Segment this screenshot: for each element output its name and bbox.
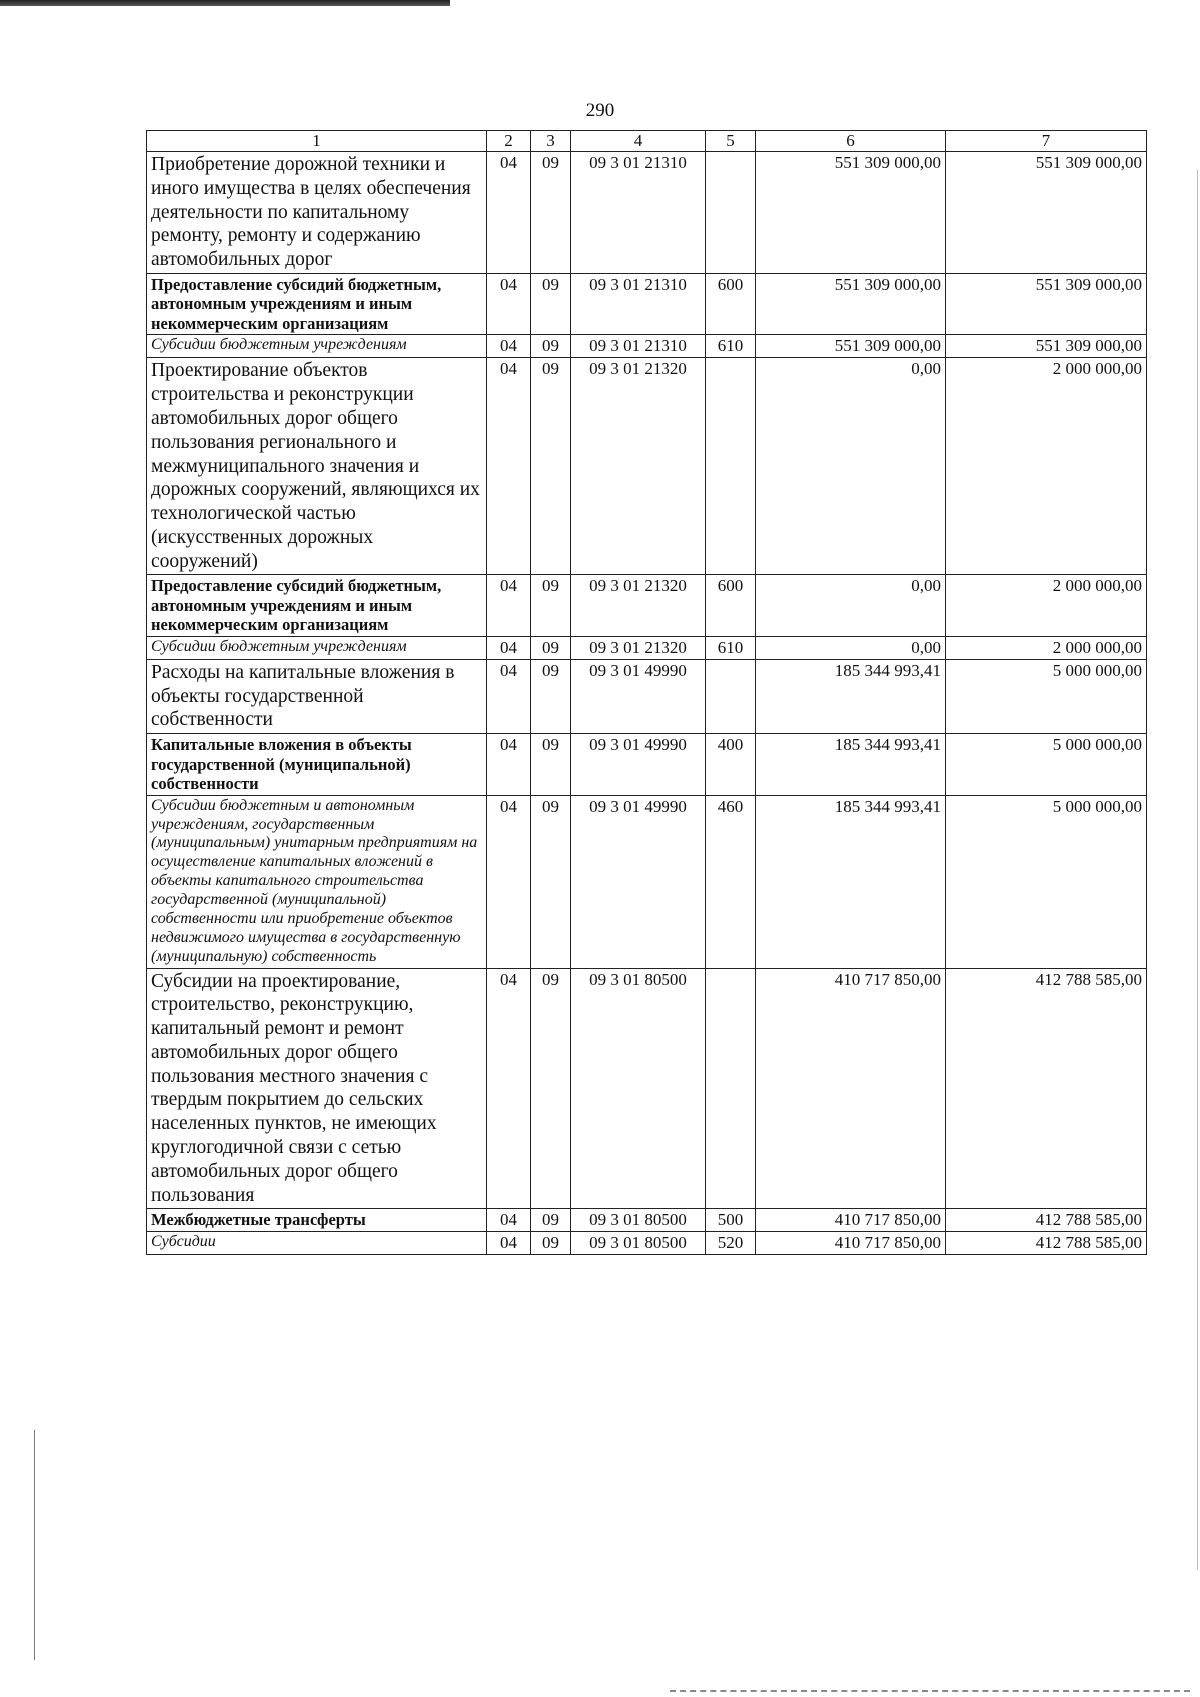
section-code: 04 (487, 659, 531, 733)
section-code: 04 (487, 1232, 531, 1255)
expense-type-code (706, 358, 756, 575)
header-col-3: 3 (531, 131, 571, 152)
subsection-code: 09 (531, 659, 571, 733)
expense-name: Расходы на капитальные вложения в объекты государственной собственности (147, 659, 487, 733)
table-body (147, 152, 1147, 1255)
expense-type-code (706, 152, 756, 274)
section-code: 04 (487, 575, 531, 636)
expense-type-code: 610 (706, 335, 756, 358)
amount-col-6: 410 717 850,00 (756, 1232, 946, 1255)
section-code: 04 (487, 795, 531, 968)
expense-name: Приобретение дорожной техники и иного имущества в целях обеспечения деятельности по капитальному ремонту, ремонту и содержанию автомобильных дорог (147, 152, 487, 274)
subsection-code: 09 (531, 734, 571, 795)
amount-col-7: 2 000 000,00 (946, 636, 1147, 659)
table-row (147, 575, 1147, 636)
amount-col-6: 551 309 000,00 (756, 273, 946, 334)
expense-type-code: 610 (706, 636, 756, 659)
target-article-code: 09 3 01 21320 (571, 358, 706, 575)
expense-name: Субсидии бюджетным учреждениям (147, 335, 487, 358)
target-article-code: 09 3 01 21320 (571, 575, 706, 636)
target-article-code: 09 3 01 21320 (571, 636, 706, 659)
table-row (147, 734, 1147, 795)
scan-edge-top (0, 0, 450, 6)
expense-name: Капитальные вложения в объекты государственной (муниципальной) собственности (147, 734, 487, 795)
subsection-code: 09 (531, 335, 571, 358)
target-article-code: 09 3 01 49990 (571, 659, 706, 733)
expense-type-code (706, 659, 756, 733)
subsection-code: 09 (531, 968, 571, 1209)
subsection-code: 09 (531, 795, 571, 968)
table-row (147, 636, 1147, 659)
table-row (147, 1232, 1147, 1255)
table-row (147, 968, 1147, 1209)
scan-edge-left (34, 1430, 35, 1660)
section-code: 04 (487, 273, 531, 334)
expense-name: Субсидии бюджетным учреждениям (147, 636, 487, 659)
table-row (147, 152, 1147, 274)
subsection-code: 09 (531, 152, 571, 274)
subsection-code: 09 (531, 273, 571, 334)
expense-type-code: 520 (706, 1232, 756, 1255)
target-article-code: 09 3 01 80500 (571, 968, 706, 1209)
expense-name: Проектирование объектов строительства и реконструкции автомобильных дорог общего пользования регионального и межмуниципального значения и дорожных сооружений, являющихся их технологической частью (искусственных дорожных сооружений) (147, 358, 487, 575)
table-row (147, 659, 1147, 733)
table-header (147, 131, 1147, 152)
table-row (147, 1209, 1147, 1232)
subsection-code: 09 (531, 575, 571, 636)
amount-col-6: 410 717 850,00 (756, 1209, 946, 1232)
target-article-code: 09 3 01 80500 (571, 1209, 706, 1232)
expense-name: Субсидии на проектирование, строительство, реконструкцию, капитальный ремонт и ремонт автомобильных дорог общего пользования местного значения с твердым покрытием до сельских населенных пунктов, не имеющих круглогодичной связи с сетью автомобильных дорог общего пользования (147, 968, 487, 1209)
amount-col-6: 0,00 (756, 636, 946, 659)
table-row (147, 273, 1147, 334)
section-code: 04 (487, 358, 531, 575)
section-code: 04 (487, 636, 531, 659)
amount-col-6: 185 344 993,41 (756, 795, 946, 968)
amount-col-7: 5 000 000,00 (946, 795, 1147, 968)
subsection-code: 09 (531, 1209, 571, 1232)
section-code: 04 (487, 1209, 531, 1232)
amount-col-7: 412 788 585,00 (946, 1232, 1147, 1255)
amount-col-7: 2 000 000,00 (946, 358, 1147, 575)
expense-name: Субсидии бюджетным и автономным учреждениям, государственным (муниципальным) унитарным предприятиям на осуществление капитальных вложений в объекты капитального строительства государственной (муниципальной) собственности или приобретение объектов недвижимого имущества в государственную (муниципальную) собственность (147, 795, 487, 968)
expense-name: Предоставление субсидий бюджетным, автономным учреждениям и иным некоммерческим организациям (147, 273, 487, 334)
target-article-code: 09 3 01 80500 (571, 1232, 706, 1255)
expense-type-code: 500 (706, 1209, 756, 1232)
amount-col-6: 551 309 000,00 (756, 152, 946, 274)
subsection-code: 09 (531, 358, 571, 575)
target-article-code: 09 3 01 49990 (571, 795, 706, 968)
amount-col-7: 551 309 000,00 (946, 273, 1147, 334)
table-row (147, 795, 1147, 968)
section-code: 04 (487, 152, 531, 274)
header-col-4: 4 (571, 131, 706, 152)
scan-edge-bottom (670, 1690, 1190, 1692)
amount-col-7: 551 309 000,00 (946, 152, 1147, 274)
amount-col-7: 5 000 000,00 (946, 734, 1147, 795)
amount-col-7: 5 000 000,00 (946, 659, 1147, 733)
budget-table (146, 130, 1147, 1255)
header-row (147, 131, 1147, 152)
target-article-code: 09 3 01 21310 (571, 335, 706, 358)
header-col-2: 2 (487, 131, 531, 152)
amount-col-6: 551 309 000,00 (756, 335, 946, 358)
expense-name: Субсидии (147, 1232, 487, 1255)
amount-col-6: 0,00 (756, 358, 946, 575)
table-row (147, 335, 1147, 358)
expense-type-code: 600 (706, 575, 756, 636)
subsection-code: 09 (531, 1232, 571, 1255)
expense-name: Предоставление субсидий бюджетным, автономным учреждениям и иным некоммерческим организациям (147, 575, 487, 636)
header-col-6: 6 (756, 131, 946, 152)
expense-type-code: 600 (706, 273, 756, 334)
header-col-5: 5 (706, 131, 756, 152)
amount-col-6: 185 344 993,41 (756, 659, 946, 733)
section-code: 04 (487, 734, 531, 795)
expense-type-code (706, 968, 756, 1209)
section-code: 04 (487, 968, 531, 1209)
amount-col-7: 412 788 585,00 (946, 968, 1147, 1209)
target-article-code: 09 3 01 21310 (571, 152, 706, 274)
header-col-1: 1 (147, 131, 487, 152)
amount-col-7: 551 309 000,00 (946, 335, 1147, 358)
amount-col-6: 0,00 (756, 575, 946, 636)
subsection-code: 09 (531, 636, 571, 659)
target-article-code: 09 3 01 49990 (571, 734, 706, 795)
target-article-code: 09 3 01 21310 (571, 273, 706, 334)
section-code: 04 (487, 335, 531, 358)
amount-col-6: 185 344 993,41 (756, 734, 946, 795)
table-row (147, 358, 1147, 575)
expense-type-code: 460 (706, 795, 756, 968)
expense-name: Межбюджетные трансферты (147, 1209, 487, 1232)
expense-type-code: 400 (706, 734, 756, 795)
page-number: 290 (585, 100, 615, 121)
amount-col-7: 412 788 585,00 (946, 1209, 1147, 1232)
amount-col-6: 410 717 850,00 (756, 968, 946, 1209)
amount-col-7: 2 000 000,00 (946, 575, 1147, 636)
header-col-7: 7 (946, 131, 1147, 152)
scan-edge-right (1197, 170, 1198, 1570)
